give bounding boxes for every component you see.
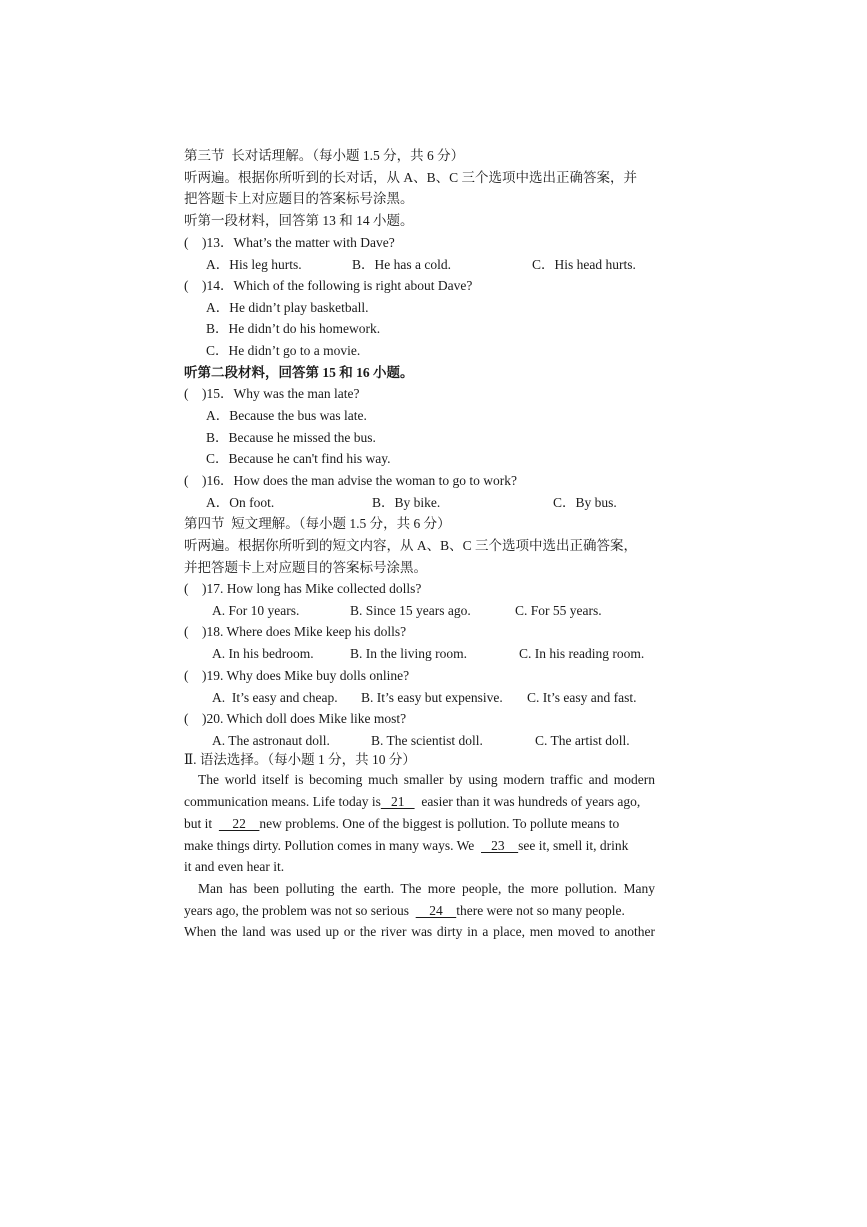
question-18-stem: ( )18. Where does Mike keep his dolls? [184,624,407,639]
passage-text: years ago, the problem was not so serious [184,903,416,918]
question-14-option-c: C．He didn’t go to a movie. [206,343,361,358]
passage-p1-line2 [184,793,640,811]
question-17-option-b: B. Since 15 years ago. [350,603,471,618]
part1-instruction: 听第一段材料，回答第 13 和 14 小题。 [184,213,414,228]
blank-22: 22 [218,816,260,831]
question-13-option-a: A．His leg hurts. [206,257,302,272]
passage-text: easier than it was hundreds of years ago, [414,794,641,809]
passage-p1-line5: it and even hear it. [184,859,285,874]
passage-text: new problems. One of the biggest is pollution. To pollute means to [259,816,620,831]
passage-p2-line1: Man has been polluting the earth. The more people, the more pollution. Many [198,881,655,896]
question-18-option-c: C. In his reading room. [519,646,645,661]
blank-24: 24 [415,903,457,918]
section4-instruction-line1: 听两遍。根据你所听到的短文内容，从 A、B、C 三个选项中选出正确答案， [184,538,638,553]
passage-text: but it [184,816,219,831]
question-19-option-b: B. It’s easy but expensive. [361,690,503,705]
question-20-option-c: C. The artist doll. [535,733,630,748]
question-16-stem: ( )16．How does the man advise the woman to go to work? [184,473,517,488]
passage-p2-line3: When the land was used up or the river was dirty in a place, men moved to another [184,924,655,939]
question-17-option-c: C. For 55 years. [515,603,602,618]
section3-instruction-line2: 把答题卡上对应题目的答案标号涂黑。 [184,191,414,206]
question-14-option-a: A．He didn’t play basketball. [206,300,369,315]
passage-p1-line3 [184,815,619,833]
question-19-stem: ( )19. Why does Mike buy dolls online? [184,668,410,683]
question-15-option-c: C．Because he can't find his way. [206,451,391,466]
section4-instruction-line2: 并把答题卡上对应题目的答案标号涂黑。 [184,560,427,575]
blank-23: 23 [481,838,519,853]
question-16-option-c: C．By bus. [553,495,617,510]
question-19-option-c: C. It’s easy and fast. [527,690,637,705]
question-15-option-b: B．Because he missed the bus. [206,430,376,445]
question-13-stem: ( )13．What’s the matter with Dave? [184,235,395,250]
passage-p2-line2 [184,902,625,920]
question-13-option-c: C．His head hurts. [532,257,636,272]
question-20-option-b: B. The scientist doll. [371,733,483,748]
question-20-stem: ( )20. Which doll does Mike like most? [184,711,407,726]
section3-instruction-line1: 听两遍。根据你所听到的长对话，从 A、B、C 三个选项中选出正确答案，并 [184,170,638,185]
passage-text: see it, smell it, drink [518,838,629,853]
passage-text: make things dirty. Pollution comes in many ways. We [184,838,482,853]
passage-text: there were not so many people. [456,903,625,918]
question-16-option-a: A．On foot. [206,495,275,510]
passage-p1-line1: The world itself is becoming much smaller by using modern traffic and modern [198,772,655,787]
section4-title: 第四节 短文理解。（每小题 1.5 分，共 6 分） [184,516,451,531]
blank-21: 21 [380,794,415,809]
question-15-option-a: A．Because the bus was late. [206,408,367,423]
question-16-option-b: B．By bike. [372,495,441,510]
question-15-stem: ( )15．Why was the man late? [184,386,360,401]
grammar-section-title: Ⅱ. 语法选择。（每小题 1 分，共 10 分） [184,752,416,767]
question-18-option-a: A. In his bedroom. [212,646,314,661]
passage-p1-line4 [184,837,628,855]
question-14-stem: ( )14．Which of the following is right about Dave? [184,278,473,293]
section3-title: 第三节 长对话理解。（每小题 1.5 分，共 6 分） [184,148,465,163]
question-19-option-a: A. It’s easy and cheap. [212,690,338,705]
question-20-option-a: A. The astronaut doll. [212,733,330,748]
question-17-stem: ( )17. How long has Mike collected dolls? [184,581,422,596]
question-13-option-b: B．He has a cold. [352,257,451,272]
passage-text: communication means. Life today is [184,794,381,809]
question-17-option-a: A. For 10 years. [212,603,300,618]
question-18-option-b: B. In the living room. [350,646,467,661]
question-14-option-b: B．He didn’t do his homework. [206,321,381,336]
part2-instruction: 听第二段材料，回答第 15 和 16 小题。 [184,365,414,380]
